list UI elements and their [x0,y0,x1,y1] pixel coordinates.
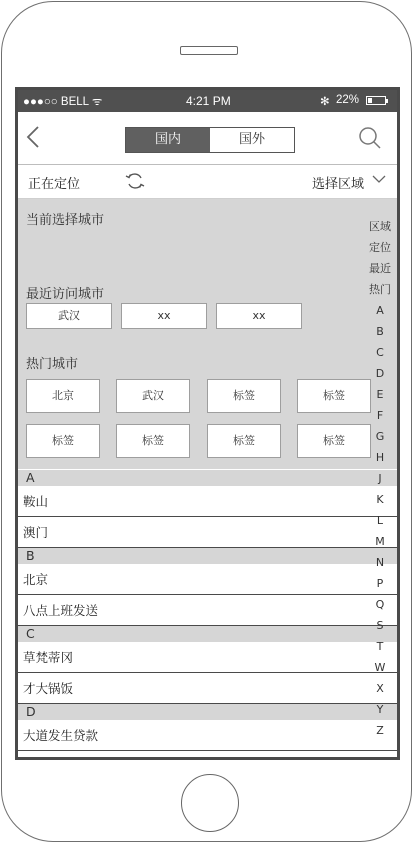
nav-bar [18,112,397,165]
recent-city-tag[interactable]: xx [121,303,207,329]
section-header-b: B [18,548,397,564]
index-item[interactable]: H [375,451,385,464]
section-header-d: D [18,704,397,720]
index-item[interactable]: A [376,304,384,317]
hot-cities-heading: 热门城市 [26,357,79,372]
hot-city-tag[interactable]: 标签 [297,424,371,458]
alphabet-index-bar [365,216,395,741]
app-screen [15,87,400,760]
list-item[interactable]: 大道发生贷款 [18,720,397,751]
index-item[interactable]: 区域 [369,220,391,233]
index-item[interactable]: E [376,388,384,401]
index-item[interactable]: 最近 [369,262,391,275]
search-icon[interactable] [358,126,382,150]
hot-city-tag[interactable]: 标签 [297,379,371,413]
index-item[interactable]: T [376,640,384,653]
home-button[interactable] [181,774,239,832]
index-item[interactable]: B [376,325,384,338]
index-item[interactable]: N [375,556,385,569]
index-item[interactable]: X [376,682,384,695]
index-item[interactable]: G [375,430,385,443]
index-item[interactable]: 热门 [369,283,391,296]
index-item[interactable]: P [376,577,384,590]
hot-city-tag[interactable]: 标签 [207,379,281,413]
battery-percent: 22% [336,94,360,106]
index-item[interactable]: M [375,535,385,548]
list-item[interactable]: 澳门 [18,517,397,548]
section-header-a: A [18,470,397,486]
current-city-heading: 当前选择城市 [26,213,105,228]
select-region-button[interactable]: 选择区域 [312,177,365,192]
list-item[interactable]: 北京 [18,564,397,595]
region-segmented-control [125,127,295,153]
index-item[interactable]: Y [376,703,384,716]
index-item[interactable]: F [376,409,384,422]
index-item[interactable]: Z [376,724,384,737]
index-item[interactable]: 定位 [369,241,391,254]
recent-city-tag[interactable]: 武汉 [26,303,112,329]
bluetooth-icon: ✻ [320,96,330,108]
refresh-icon[interactable] [125,171,145,191]
index-item[interactable]: S [376,619,384,632]
speaker-grill [180,46,238,55]
index-item[interactable]: Q [375,598,385,611]
city-picker-panel [18,199,397,469]
carrier-signal: ●●●○○ BELL ᯤ [23,96,103,108]
tab-overseas[interactable]: 国外 [210,128,294,152]
list-item[interactable]: 草梵蒂冈 [18,642,397,673]
hot-city-tag[interactable]: 北京 [26,379,100,413]
hot-city-tag[interactable]: 标签 [26,424,100,458]
recent-city-tag[interactable]: xx [216,303,302,329]
index-item[interactable]: D [375,367,385,380]
status-bar [18,90,397,112]
chevron-down-icon[interactable] [372,174,386,184]
locating-status: 正在定位 [28,177,81,192]
hot-city-tag[interactable]: 标签 [207,424,281,458]
index-item[interactable]: W [374,661,386,674]
hot-city-tag[interactable]: 标签 [116,424,190,458]
list-item[interactable]: 八点上班发送 [18,595,397,626]
index-item[interactable]: L [376,514,384,527]
location-bar [18,165,397,199]
section-header-c: C [18,626,397,642]
hot-city-tag[interactable]: 武汉 [116,379,190,413]
index-item[interactable]: C [376,346,384,359]
clock: 4:21 PM [186,94,231,108]
list-item[interactable]: 鞍山 [18,486,397,517]
list-item[interactable]: 才大锅饭 [18,673,397,704]
battery-icon [366,96,386,105]
chevron-left-icon[interactable] [26,125,40,149]
index-item[interactable]: J [378,472,382,485]
index-item[interactable]: K [376,493,384,506]
tab-domestic[interactable]: 国内 [126,128,210,152]
recent-cities-heading: 最近访问城市 [26,287,105,302]
